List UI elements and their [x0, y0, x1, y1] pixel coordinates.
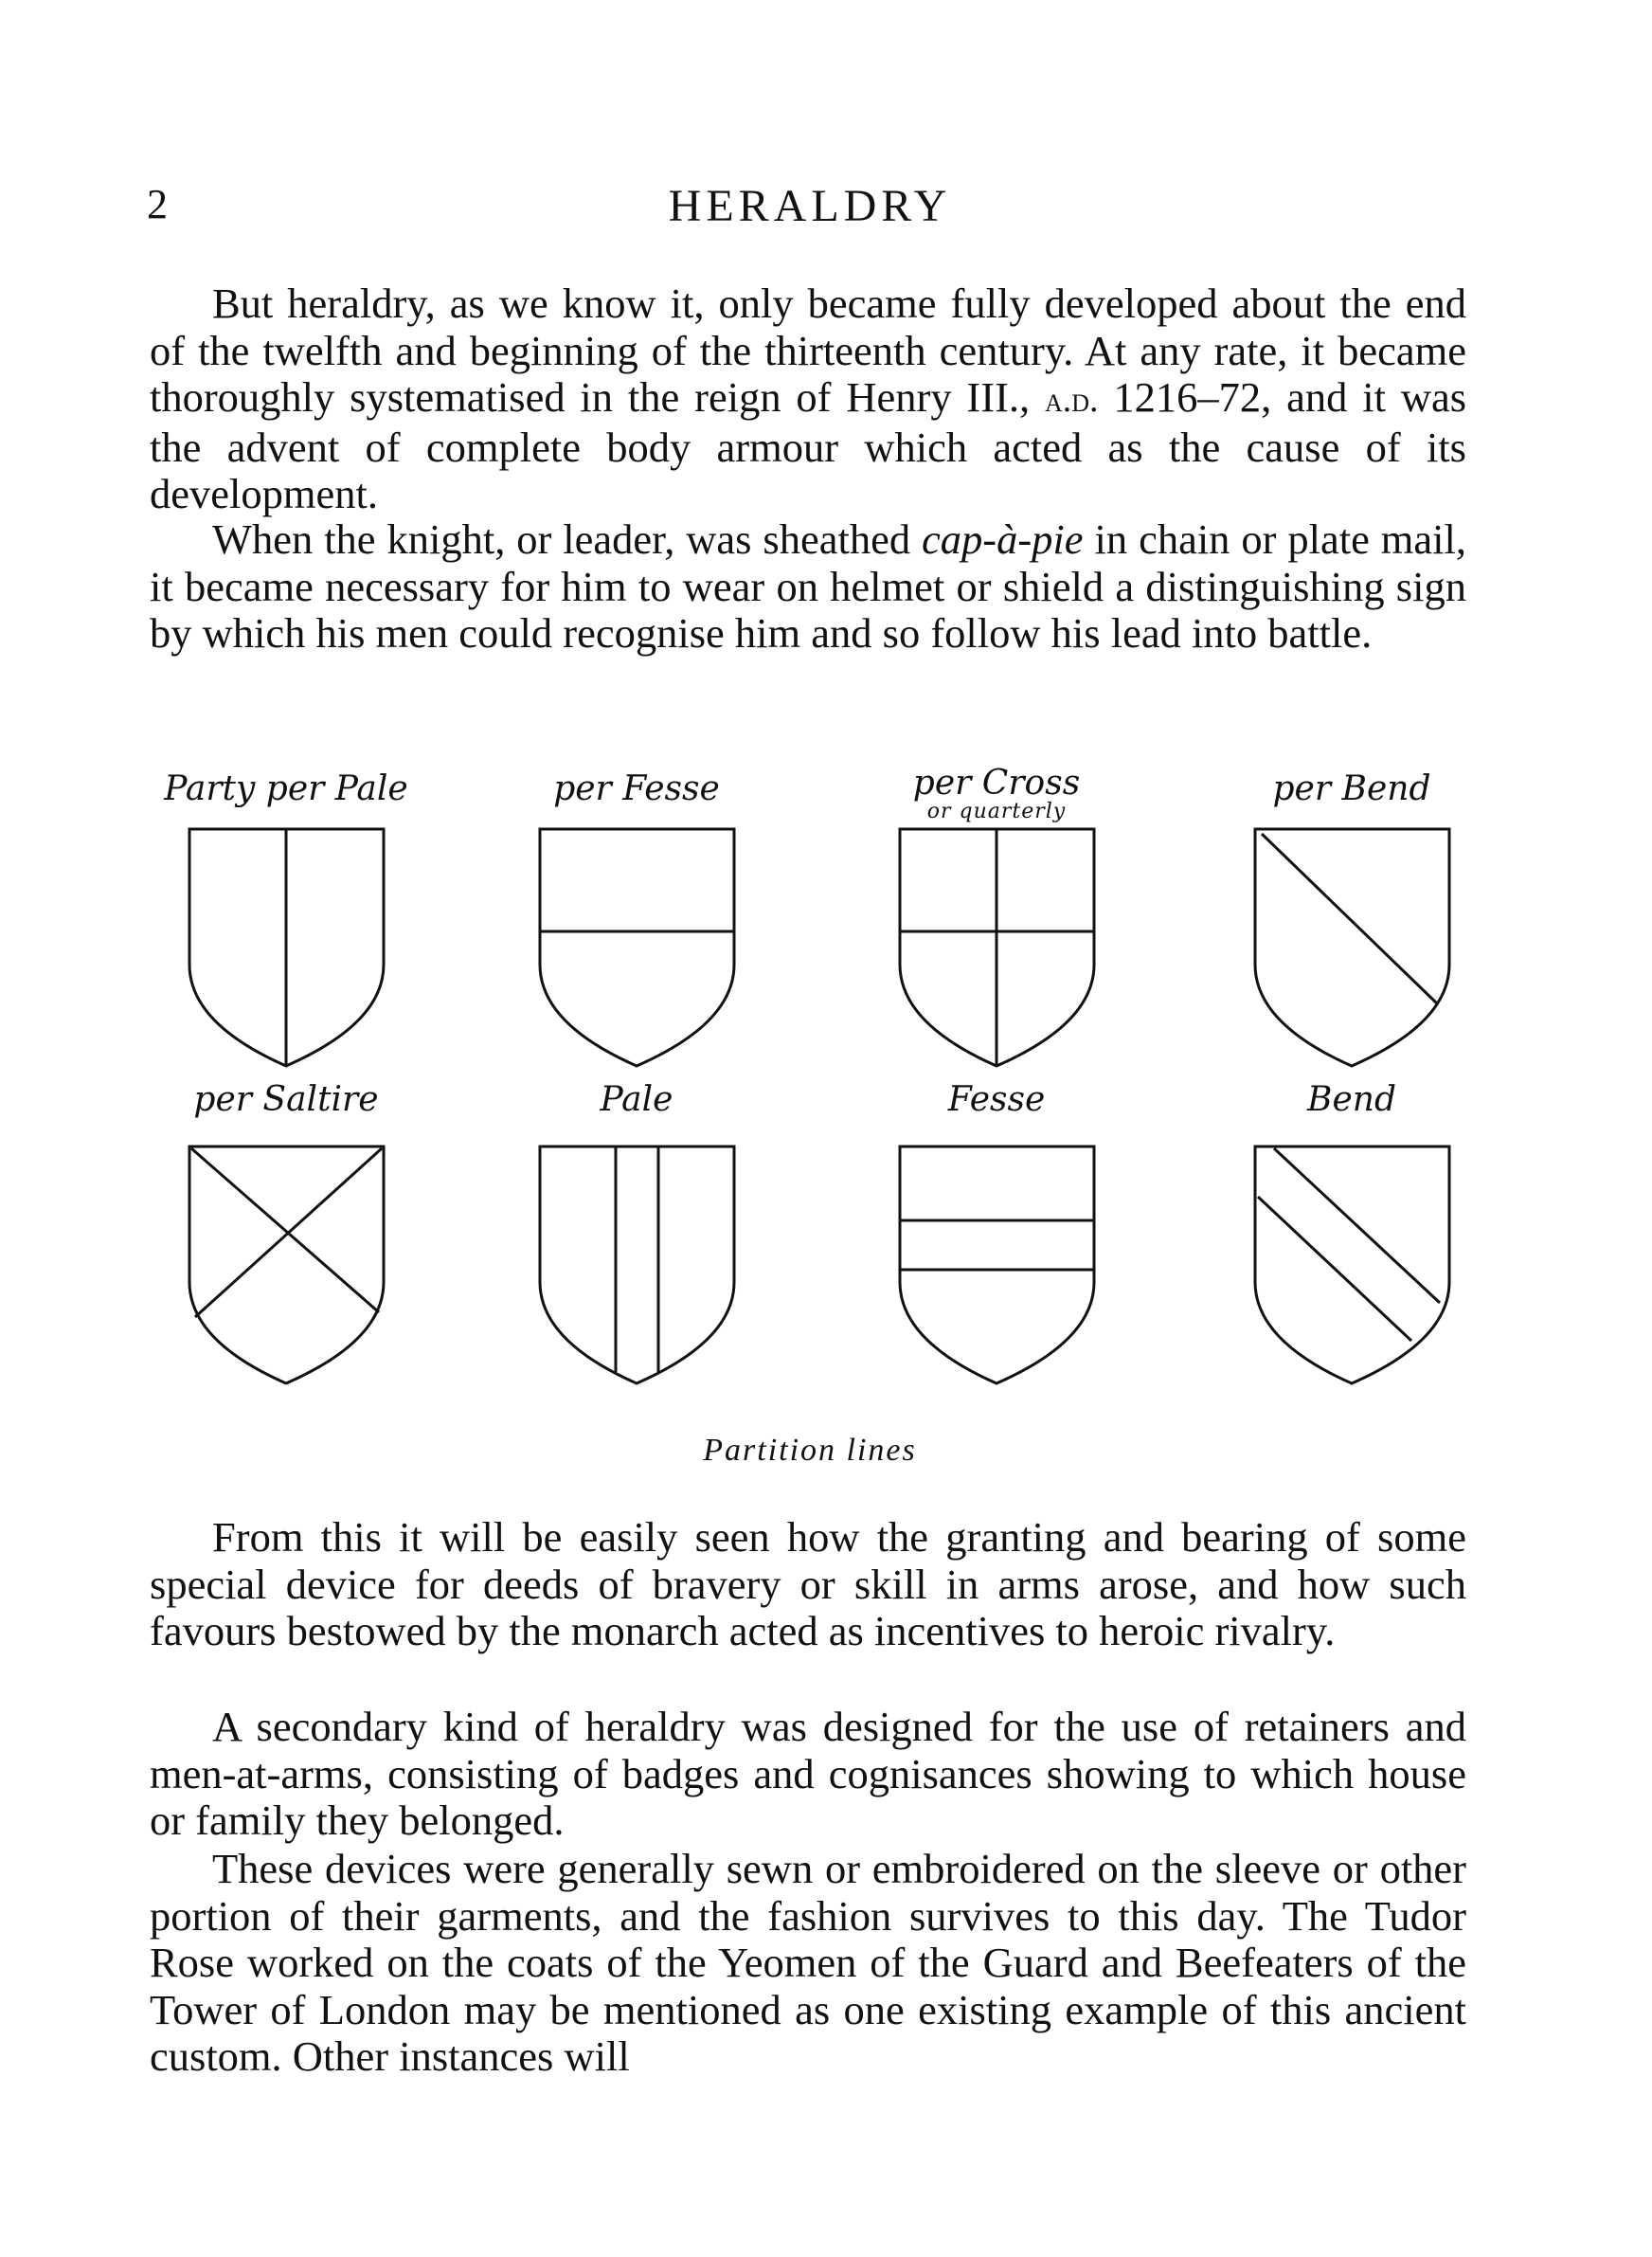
shield-per-cross — [900, 829, 1094, 1066]
era-abbreviation: a.d. — [1045, 380, 1099, 420]
partition-line — [1274, 1148, 1440, 1303]
shield-outline — [540, 1147, 734, 1383]
partition-lines-figure — [114, 758, 1506, 1488]
shield-bend — [1255, 1147, 1449, 1383]
shield-outline — [900, 1147, 1094, 1383]
shield-per-bend — [1255, 829, 1449, 1066]
shield-label-per-cross-main: per Cross — [912, 764, 1081, 803]
shield-per-pale — [189, 829, 384, 1066]
shield-label-per-fesse: per Fesse — [553, 769, 720, 808]
shield-label-per-saltire: per Saltire — [193, 1080, 379, 1119]
shield-pale — [540, 1147, 734, 1383]
cap-a-pie-phrase: cap-à-pie — [922, 515, 1084, 563]
partition-line — [1262, 834, 1438, 1004]
shield-label-per-cross-sub: or quarterly — [926, 800, 1067, 823]
shields-illustration — [114, 758, 1506, 1488]
paragraph-2 — [150, 516, 1466, 658]
shield-label-per-bend: per Bend — [1272, 769, 1431, 808]
shield-label-per-pale: Party per Pale — [164, 769, 408, 808]
page-number: 2 — [147, 181, 168, 227]
shield-fesse — [900, 1147, 1094, 1383]
shield-label-bend: Bend — [1307, 1080, 1396, 1119]
shield-label-pale: Pale — [600, 1080, 673, 1119]
paragraph-5: These devices were generally sewn or embroidered on the sleeve or other portion of their garments, and the fashion survives to this day. The Tudor Rose worked on the coats of the Yeomen of the Guard and Beefeaters of the Tower of London may be mentioned as one existing example of this ancient custom. Other instances will — [150, 1845, 1466, 2080]
paragraph-1-rest: 1216–72, and it was the advent of complete body armour which acted as the cause of its development. — [150, 373, 1467, 517]
figure-caption: Partition lines — [703, 1433, 917, 1468]
shield-per-saltire — [189, 1147, 384, 1383]
page-header — [147, 180, 1473, 246]
running-head: HERALDRY — [668, 181, 952, 231]
paragraph-1-text: But heraldry, as we know it, only became fully developed about the end of the twelfth and beginning of the thirteenth century. At any rate, it became thoroughly systematised in the reign of Henry III., — [150, 280, 1466, 421]
shield-outline — [189, 1147, 384, 1383]
paragraph-4: A secondary kind of heraldry was designed for the use of retainers and men-at-arms, consisting of badges and cognisances showing to which house or family they belonged. — [150, 1703, 1466, 1844]
partition-line — [191, 1148, 379, 1312]
shield-outline — [1255, 1147, 1449, 1383]
shield-label-per-cross — [873, 764, 1120, 822]
paragraph-2-after: in chain or plate mail, it became necessary for him to wear on helmet or shield a distinguishing sign by which his men could recognise him and so follow his lead into battle. — [150, 515, 1467, 657]
partition-line — [1258, 1197, 1411, 1341]
paragraph-2-before: When the knight, or leader, was sheathed — [212, 515, 911, 563]
paragraph-3: From this it will be easily seen how the granting and bearing of some special device for deeds of bravery or skill in arms arose, and how such favours bestowed by the monarch acted as incentives to heroic rivalry. — [150, 1513, 1466, 1654]
paragraph-1 — [150, 280, 1466, 518]
shield-outline — [1255, 829, 1449, 1066]
shield-outline — [540, 829, 734, 1066]
shield-per-fesse — [540, 829, 734, 1066]
shield-label-fesse: Fesse — [947, 1080, 1046, 1119]
